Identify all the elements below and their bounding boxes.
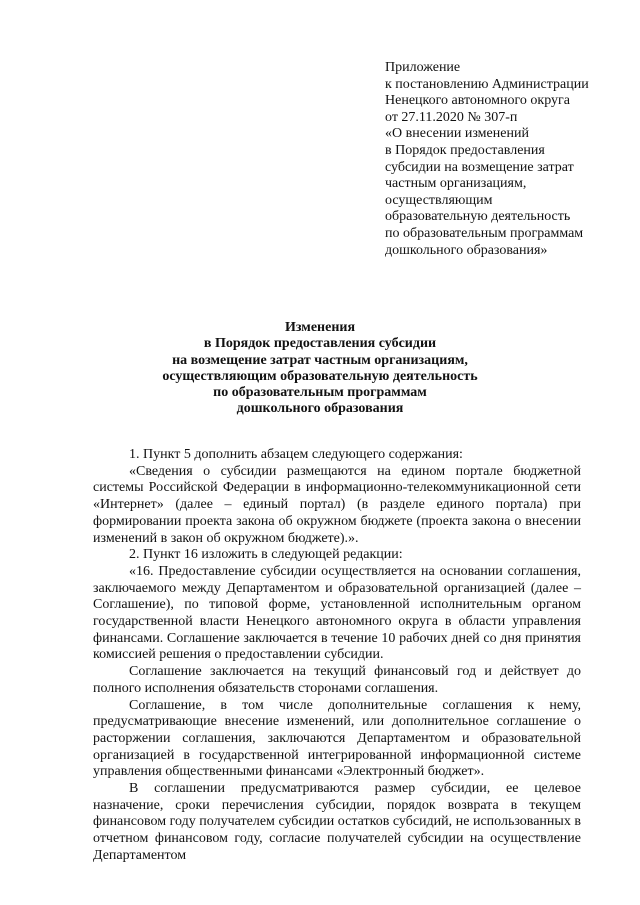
title-line: по образовательным программам	[213, 385, 427, 401]
appendix-line: в Порядок предоставления	[385, 142, 545, 158]
title-line: осуществляющим образовательную деятельность	[162, 368, 478, 384]
body-paragraph: 1. Пункт 5 дополнить абзацем следующего содержания:	[129, 447, 463, 462]
appendix-line: субсидии на возмещение затрат	[385, 159, 574, 175]
appendix-line: от 27.11.2020 № 307-п	[385, 109, 518, 125]
appendix-block	[385, 60, 625, 259]
body-paragraph: В соглашении предусматриваются размер субсидии, ее целевое назначение, сроки перечисления субсидии, порядок возврата в текущем финансовом году получателем субсидии остатков субсидий, не использованных в отчетном финансовом году, согласие получателей субсидии на осуществление Департаментом	[93, 781, 581, 863]
document-title	[60, 320, 580, 418]
appendix-line: «О внесении изменений	[385, 126, 529, 142]
appendix-line: по образовательным программам	[385, 225, 584, 241]
appendix-line: осуществляющим	[385, 192, 493, 208]
appendix-line: к постановлению Администрации	[385, 76, 589, 92]
body-paragraph: «16. Предоставление субсидии осуществляется на основании соглашения, заключаемого между Департаментом и образовательной организацией (далее – Соглашение), по типовой форме, установленной исполнительным органом государственной власти Ненецкого автономного округа в области управления финансами. Соглашение заключается в течение 10 рабочих дней со дня принятия комиссией решения о предоставлении субсидии.	[93, 563, 581, 663]
title-line: Изменения	[284, 320, 356, 335]
title-line: на возмещение затрат частным организациям,	[172, 352, 468, 368]
appendix-line: Ненецкого автономного округа	[385, 93, 570, 109]
appendix-line: частным организациям,	[385, 176, 527, 192]
body-paragraph: «Сведения о субсидии размещаются на едином портале бюджетной системы Российской Федерации в информационно-телекоммуникационной сети «Интернет» (далее – единый портал) (в разделе единого портала) при формировании проекта закона об окружном бюджете (проекта закона о внесении изменений в закон об окружном бюджете).».	[93, 463, 581, 546]
title-line: дошкольного образования	[236, 401, 404, 417]
body-paragraph: 2. Пункт 16 изложить в следующей редакции:	[129, 547, 403, 563]
document-body	[93, 447, 581, 865]
appendix-line: дошкольного образования»	[385, 242, 548, 258]
appendix-line: образовательную деятельность	[385, 209, 571, 225]
appendix-line: Приложение	[385, 60, 461, 75]
title-line: в Порядок предоставления субсидии	[203, 336, 437, 352]
body-paragraph: Соглашение, в том числе дополнительные соглашения к нему, предусматривающие внесение изменений, или дополнительное соглашение о расторжении соглашения, заключаются Департаментом и образовательной организацией в государственной интегрированной информационной системе управления общественными финансами «Электронный бюджет».	[93, 697, 581, 780]
body-paragraph: Соглашение заключается на текущий финансовый год и действует до полного исполнения обязательств сторонами соглашения.	[93, 664, 581, 696]
